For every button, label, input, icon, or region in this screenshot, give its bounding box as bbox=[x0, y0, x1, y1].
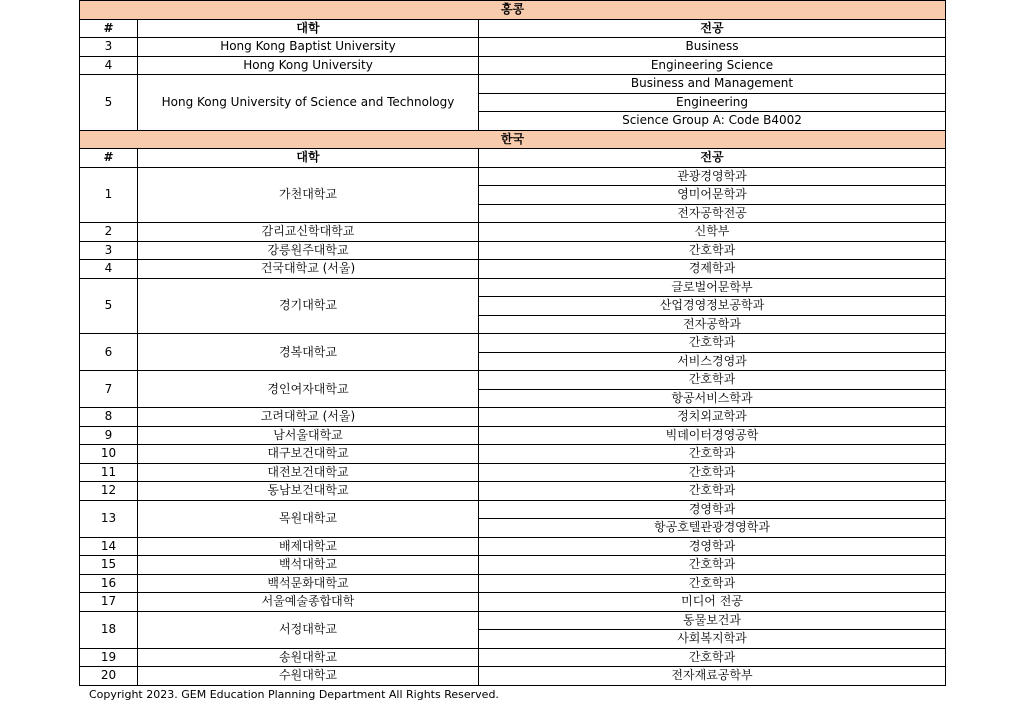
university-name: 감리교신학대학교 bbox=[138, 223, 479, 242]
row-number: 17 bbox=[80, 593, 138, 612]
major-name: 경영학과 bbox=[479, 537, 946, 556]
university-name: 목원대학교 bbox=[138, 500, 479, 537]
university-name: 건국대학교 (서울) bbox=[138, 260, 479, 279]
university-name: 서정대학교 bbox=[138, 611, 479, 648]
major-name: 항공서비스학과 bbox=[479, 389, 946, 408]
row-number: 5 bbox=[80, 278, 138, 334]
university-name: 가천대학교 bbox=[138, 167, 479, 223]
major-name: Business bbox=[479, 38, 946, 57]
section-header-row bbox=[80, 130, 946, 149]
major-name: 간호학과 bbox=[479, 334, 946, 353]
table-row bbox=[80, 260, 946, 279]
university-name: 강릉원주대학교 bbox=[138, 241, 479, 260]
university-name: 동남보건대학교 bbox=[138, 482, 479, 501]
university-name: Hong Kong University of Science and Technology bbox=[138, 75, 479, 131]
column-header-university: 대학 bbox=[138, 19, 479, 38]
table-row bbox=[80, 482, 946, 501]
table-row bbox=[80, 371, 946, 390]
row-number: 2 bbox=[80, 223, 138, 242]
row-number: 5 bbox=[80, 75, 138, 131]
row-number: 20 bbox=[80, 667, 138, 686]
table-row bbox=[80, 334, 946, 353]
row-number: 7 bbox=[80, 371, 138, 408]
column-header-university: 대학 bbox=[138, 149, 479, 168]
table-row bbox=[80, 593, 946, 612]
table-row bbox=[80, 167, 946, 186]
major-name: 전자공학전공 bbox=[479, 204, 946, 223]
row-number: 16 bbox=[80, 574, 138, 593]
column-header-row bbox=[80, 19, 946, 38]
university-name: 백석대학교 bbox=[138, 556, 479, 575]
table-row bbox=[80, 463, 946, 482]
major-name: Engineering bbox=[479, 93, 946, 112]
university-name: Hong Kong University bbox=[138, 56, 479, 75]
major-name: 간호학과 bbox=[479, 445, 946, 464]
column-header-major: 전공 bbox=[479, 19, 946, 38]
column-header-major: 전공 bbox=[479, 149, 946, 168]
table-row bbox=[80, 223, 946, 242]
major-name: 항공호텔관광경영학과 bbox=[479, 519, 946, 538]
section-title: 홍콩 bbox=[80, 1, 946, 20]
university-name: 남서울대학교 bbox=[138, 426, 479, 445]
table-row bbox=[80, 667, 946, 686]
major-name: 간호학과 bbox=[479, 241, 946, 260]
major-name: 간호학과 bbox=[479, 574, 946, 593]
table-row bbox=[80, 556, 946, 575]
major-name: 서비스경영과 bbox=[479, 352, 946, 371]
row-number: 6 bbox=[80, 334, 138, 371]
university-name: Hong Kong Baptist University bbox=[138, 38, 479, 57]
major-name: 영미어문학과 bbox=[479, 186, 946, 205]
table-row bbox=[80, 537, 946, 556]
major-name: 정치외교학과 bbox=[479, 408, 946, 427]
row-number: 3 bbox=[80, 38, 138, 57]
row-number: 18 bbox=[80, 611, 138, 648]
major-name: 글로벌어문학부 bbox=[479, 278, 946, 297]
table-row bbox=[80, 75, 946, 94]
major-name: 빅데이터경영공학 bbox=[479, 426, 946, 445]
major-name: 경제학과 bbox=[479, 260, 946, 279]
university-name: 경기대학교 bbox=[138, 278, 479, 334]
copyright-notice: Copyright 2023. GEM Education Planning Department All Rights Reserved. bbox=[89, 688, 499, 701]
major-name: 사회복지학과 bbox=[479, 630, 946, 649]
row-number: 11 bbox=[80, 463, 138, 482]
column-header-row bbox=[80, 149, 946, 168]
row-number: 4 bbox=[80, 56, 138, 75]
university-table bbox=[79, 0, 946, 686]
major-name: 동물보건과 bbox=[479, 611, 946, 630]
university-name: 백석문화대학교 bbox=[138, 574, 479, 593]
table-row bbox=[80, 38, 946, 57]
major-name: 관광경영학과 bbox=[479, 167, 946, 186]
table-row bbox=[80, 241, 946, 260]
major-name: Science Group A: Code B4002 bbox=[479, 112, 946, 131]
major-name: 전자공학과 bbox=[479, 315, 946, 334]
table-row bbox=[80, 611, 946, 630]
major-name: 간호학과 bbox=[479, 648, 946, 667]
table-row bbox=[80, 408, 946, 427]
table-row bbox=[80, 445, 946, 464]
major-name: 간호학과 bbox=[479, 371, 946, 390]
row-number: 14 bbox=[80, 537, 138, 556]
university-name: 수원대학교 bbox=[138, 667, 479, 686]
major-name: 신학부 bbox=[479, 223, 946, 242]
university-name: 대구보건대학교 bbox=[138, 445, 479, 464]
table-row bbox=[80, 648, 946, 667]
row-number: 8 bbox=[80, 408, 138, 427]
row-number: 3 bbox=[80, 241, 138, 260]
section-header-row bbox=[80, 1, 946, 20]
row-number: 15 bbox=[80, 556, 138, 575]
major-name: 전자재료공학부 bbox=[479, 667, 946, 686]
university-name: 경인여자대학교 bbox=[138, 371, 479, 408]
university-name: 배제대학교 bbox=[138, 537, 479, 556]
university-name: 서울예술종합대학 bbox=[138, 593, 479, 612]
row-number: 12 bbox=[80, 482, 138, 501]
table-row bbox=[80, 574, 946, 593]
table-row bbox=[80, 278, 946, 297]
row-number: 1 bbox=[80, 167, 138, 223]
section-title: 한국 bbox=[80, 130, 946, 149]
university-name: 송원대학교 bbox=[138, 648, 479, 667]
table-row bbox=[80, 500, 946, 519]
row-number: 10 bbox=[80, 445, 138, 464]
major-name: Engineering Science bbox=[479, 56, 946, 75]
major-name: 간호학과 bbox=[479, 482, 946, 501]
major-name: 간호학과 bbox=[479, 463, 946, 482]
major-name: 간호학과 bbox=[479, 556, 946, 575]
major-name: Business and Management bbox=[479, 75, 946, 94]
column-header-num: # bbox=[80, 19, 138, 38]
table-row bbox=[80, 426, 946, 445]
row-number: 13 bbox=[80, 500, 138, 537]
table-body bbox=[80, 1, 946, 686]
major-name: 산업경영정보공학과 bbox=[479, 297, 946, 316]
university-name: 대전보건대학교 bbox=[138, 463, 479, 482]
major-name: 경영학과 bbox=[479, 500, 946, 519]
university-name: 경복대학교 bbox=[138, 334, 479, 371]
university-name: 고려대학교 (서울) bbox=[138, 408, 479, 427]
row-number: 19 bbox=[80, 648, 138, 667]
table-row bbox=[80, 56, 946, 75]
column-header-num: # bbox=[80, 149, 138, 168]
row-number: 4 bbox=[80, 260, 138, 279]
major-name: 미디어 전공 bbox=[479, 593, 946, 612]
row-number: 9 bbox=[80, 426, 138, 445]
